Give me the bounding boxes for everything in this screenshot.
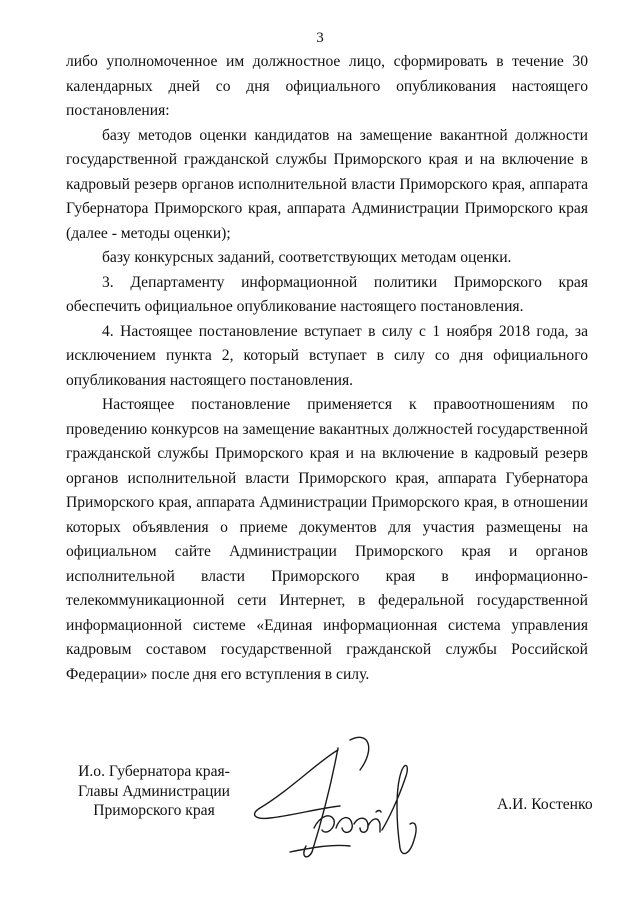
document-body (66, 50, 588, 687)
paragraph-methods-base: базу методов оценки кандидатов на замещение вакантной должности государственной гражданской службы Приморского края и на включение в кадровый резерв органов исполнительной власти Приморского края, аппарата Губернатора Приморского края, аппарата Администрации Приморского края (далее - методы оценки); (66, 126, 588, 242)
paragraph-continuation: либо уполномоченное им должностное лицо, сформировать в течение 30 календарных дней со дня официального опубликования настоящего постановления: (66, 53, 588, 119)
handwritten-signature (250, 720, 450, 870)
paragraph-item-3: 3. Департаменту информационной политики Приморского края обеспечить официальное опубликование настоящего постановления. (66, 273, 588, 315)
signatory-name: А.И. Костенко (497, 796, 593, 813)
signatory-position (64, 762, 244, 821)
signatory-position-line: И.о. Губернатора края- (78, 763, 230, 780)
page-number: 3 (316, 30, 324, 46)
signatory-position-line: Приморского края (93, 802, 215, 819)
paragraph-item-4: 4. Настоящее постановление вступает в силу с 1 ноября 2018 года, за исключением пункта 2, который вступает в силу со дня официального опубликования настоящего постановления. (66, 322, 588, 389)
paragraph-tasks-base: базу конкурсных заданий, соответствующих методам оценки. (102, 249, 512, 266)
paragraph-application: Настоящее постановление применяется к правоотношениям по проведению конкурсов на замещение вакантных должностей государственной гражданской службы Приморского края и на включение в кадровый резерв органов исполнительной власти Приморского края, аппарата Губернатора Приморского края, аппарата Администрации Приморского края, в отношении которых объявления о приеме документов для участия размещены на официальном сайте Администрации Приморского края и органов исполнительной власти Приморского края в информационно-телекоммуникационной сети Интернет, в федеральной государственной информационной системе «Единая информационная система управления кадровым составом государственной гражданской службы Российской Федерации» после дня его вступления в силу. (66, 396, 588, 683)
signatory-position-line: Главы Администрации (77, 782, 231, 800)
